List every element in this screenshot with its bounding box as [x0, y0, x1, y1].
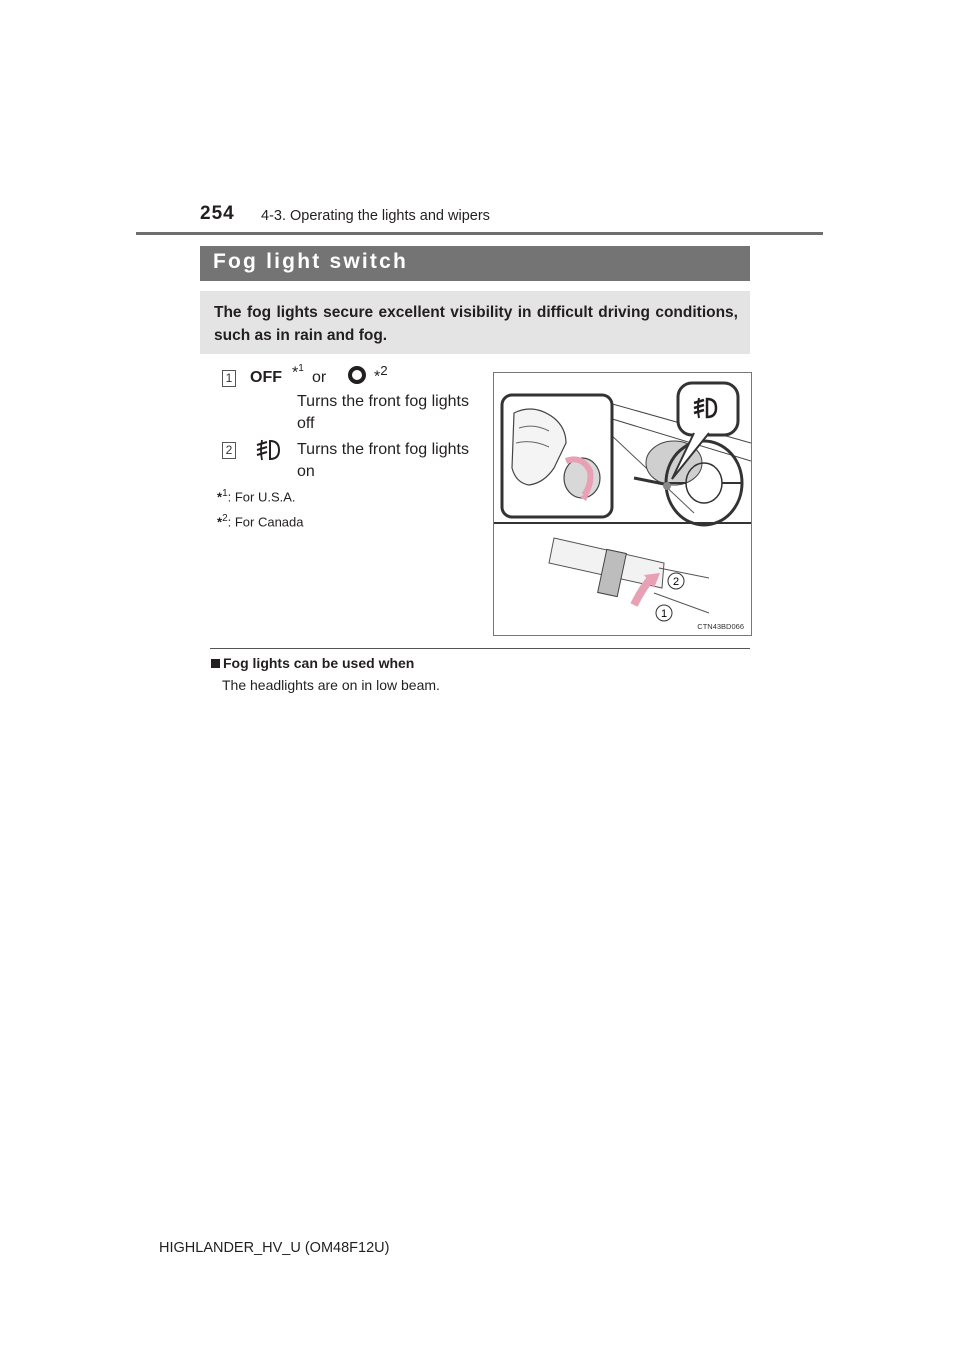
asterisk-sup: 1	[298, 363, 304, 374]
item-number-2: 2	[222, 442, 236, 459]
front-fog-light-icon	[253, 437, 283, 463]
callout-1: 1	[660, 608, 668, 620]
item-number-1: 1	[222, 370, 236, 387]
footnote-sup: 1	[222, 488, 228, 499]
section-title: 4-3. Operating the lights and wipers	[261, 208, 490, 224]
subsection-text: The headlights are on in low beam.	[222, 677, 440, 693]
fog-light-off-icon	[345, 365, 369, 385]
asterisk-sup: 2	[380, 363, 388, 378]
footnote-text: : For U.S.A.	[227, 489, 296, 505]
subsection-heading-text: Fog lights can be used when	[223, 655, 415, 671]
illustration-code: CTN43BD066	[697, 622, 744, 631]
asterisk: *	[374, 368, 381, 386]
asterisk-1	[292, 363, 304, 382]
asterisk-2	[374, 363, 388, 386]
footnote-star: *	[217, 489, 223, 505]
asterisk: *	[292, 364, 299, 382]
intro-box	[200, 291, 750, 354]
subsection-heading	[211, 655, 414, 671]
section-divider	[210, 648, 750, 649]
title-bar	[200, 246, 750, 281]
bullet-square-icon	[211, 659, 220, 668]
intro-text: The fog lights secure excellent visibility in difficult driving conditions, such as in rain and fog.	[214, 304, 738, 344]
page-title: Fog light switch	[213, 250, 409, 273]
off-label: OFF	[250, 369, 282, 386]
illustration-drawing	[494, 373, 751, 635]
callout-2: 2	[672, 576, 680, 588]
item-1-description: Turns the front fog lights off	[297, 393, 469, 432]
footnote-text: : For Canada	[227, 514, 304, 530]
footnote-star: *	[217, 514, 223, 530]
footnote-1	[217, 488, 296, 504]
item-2-description: Turns the front fog lights on	[297, 441, 469, 480]
fog-light-switch-illustration	[493, 372, 752, 636]
footer-model: HIGHLANDER_HV_U (OM48F12U)	[159, 1240, 390, 1256]
page-number: 254	[200, 203, 235, 224]
header-rule	[136, 232, 823, 235]
footnote-sup: 2	[222, 513, 228, 524]
footnote-2	[217, 513, 304, 529]
or-word: or	[312, 369, 327, 386]
